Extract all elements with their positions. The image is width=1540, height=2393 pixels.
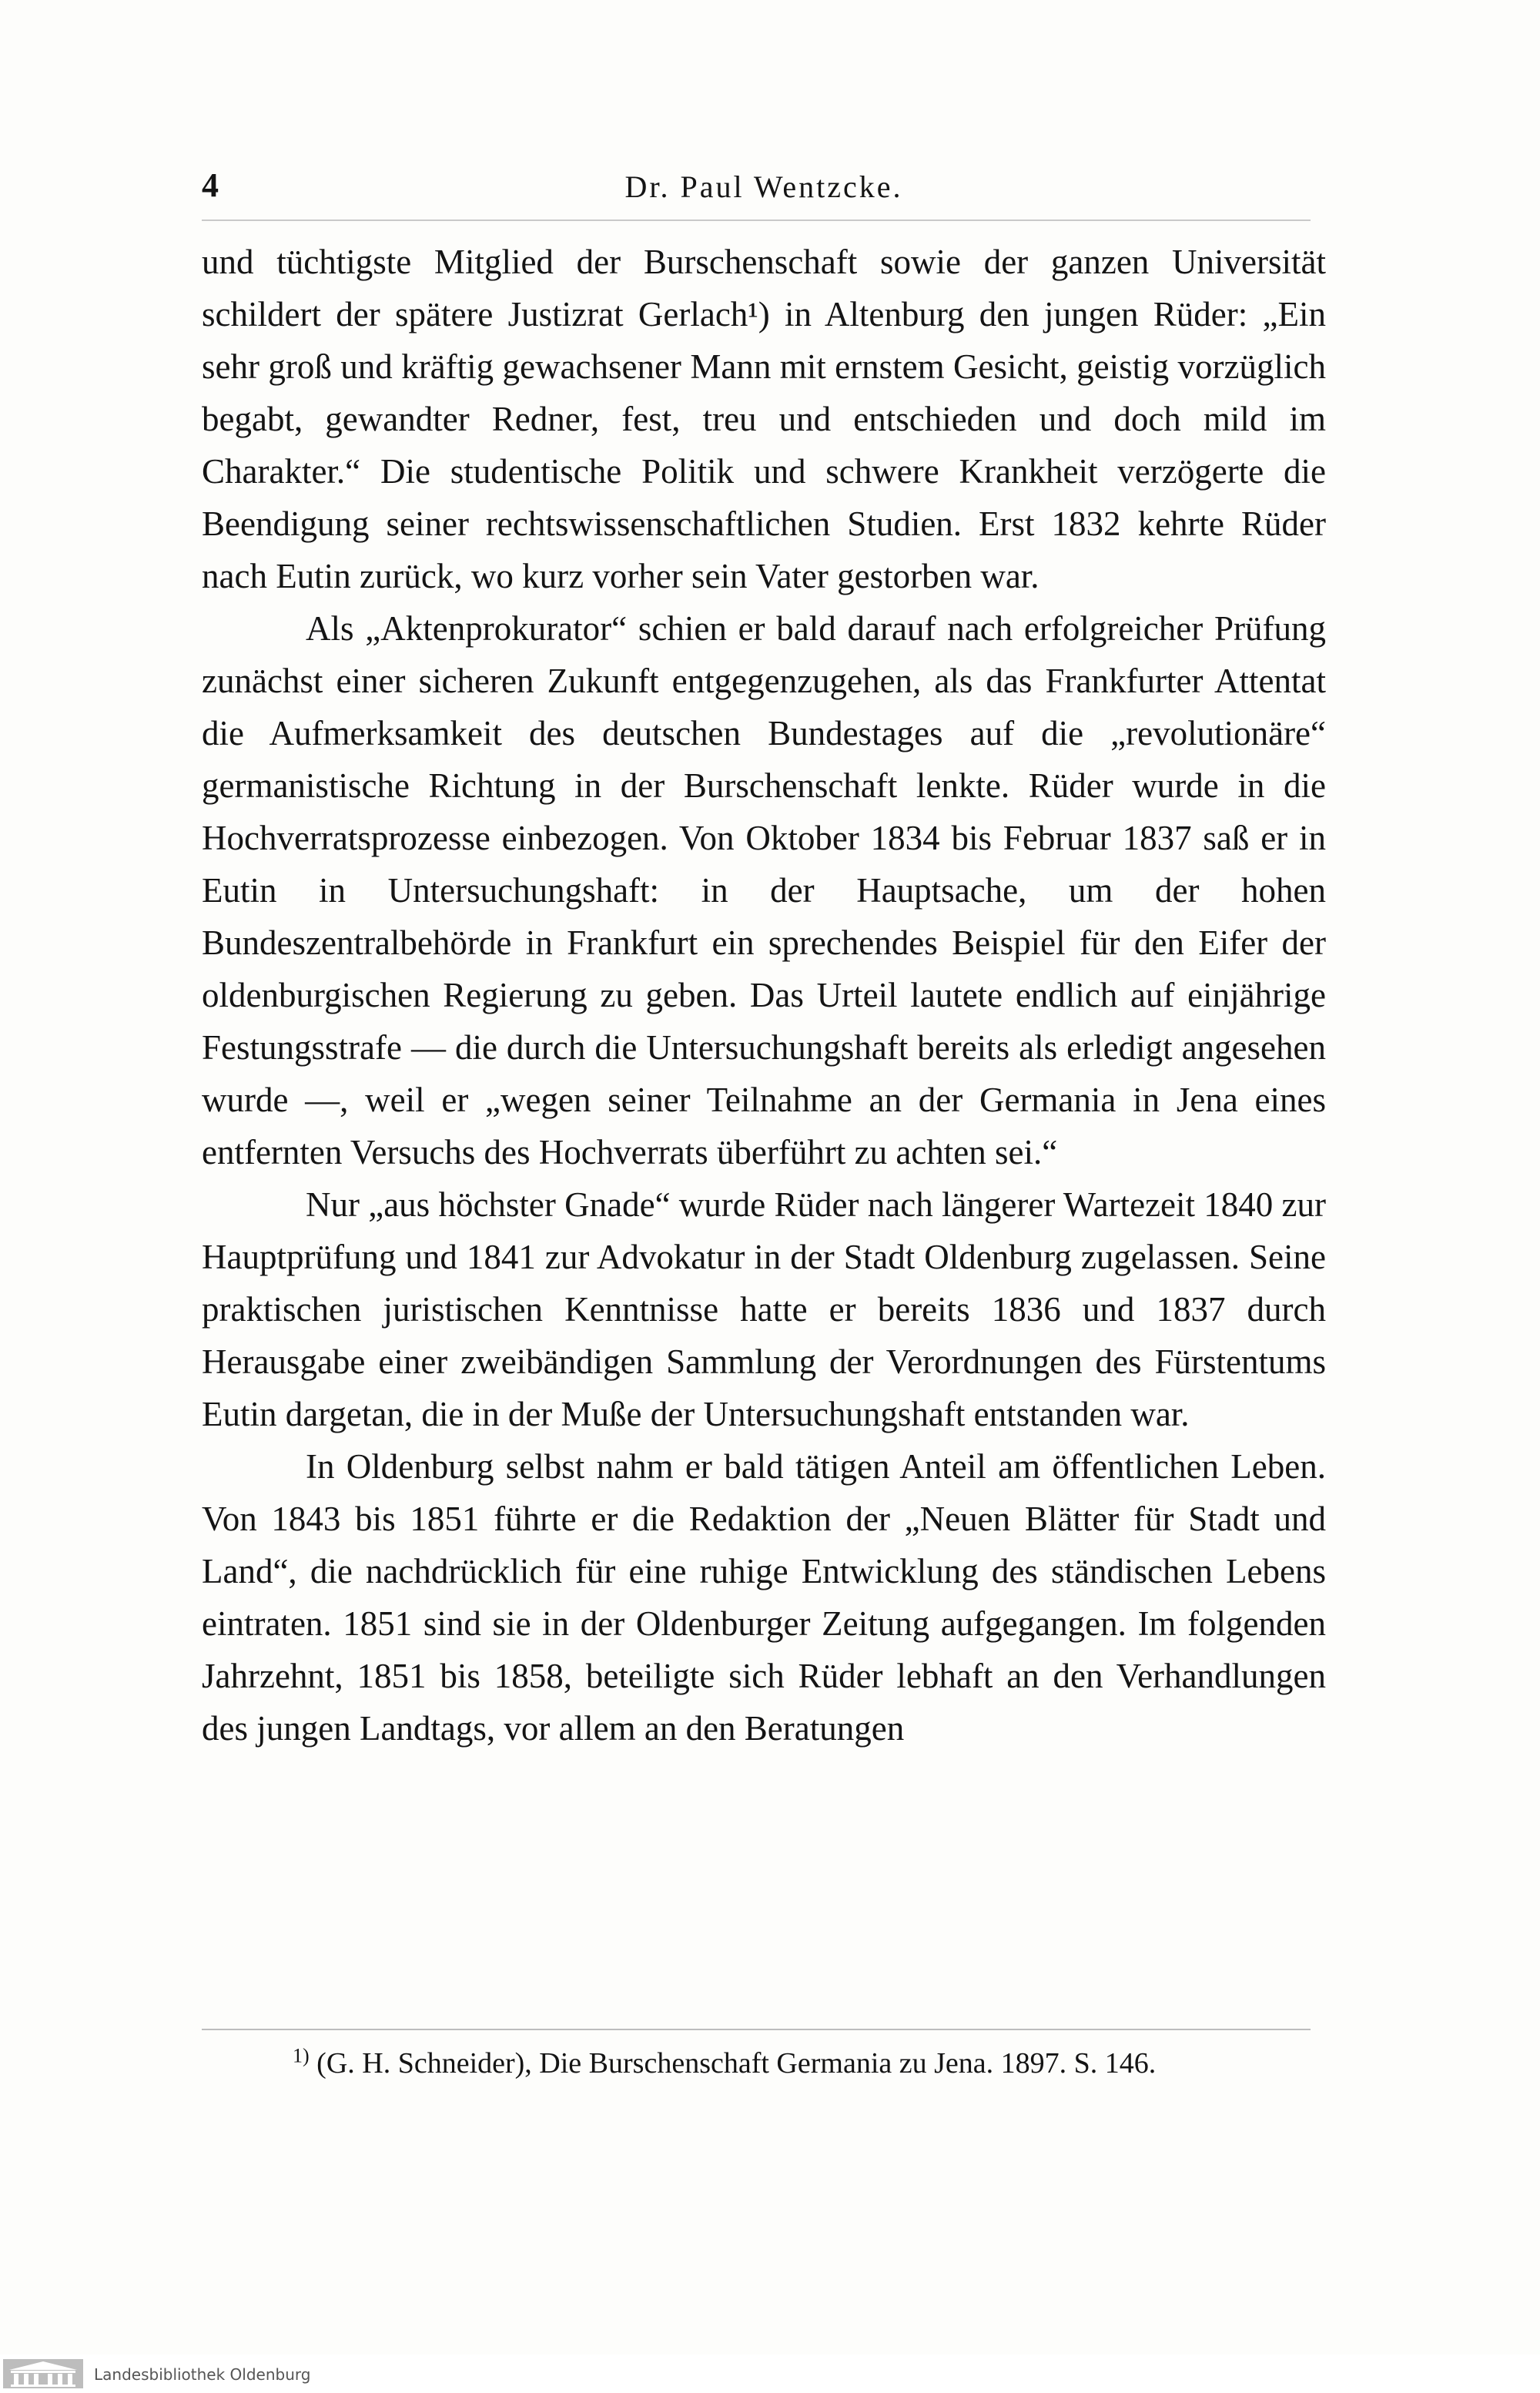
paragraph-2: Als „Aktenprokurator“ schien er bald darauf nach erfolgreicher Prüfung zunächst einer sicheren Zukunft entgegenzugehen, als das Frankfurter Attentat die Aufmerksamkeit des deutschen Bundestages auf die „revolutionäre“ germanistische Richtung in der Burschenschaft lenkte. Rüder wurde in die Hochverratsprozesse einbezogen. Von Oktober 1834 bis Februar 1837 saß er in Eutin in Untersuchungshaft: in der Hauptsache, um der hohen Bundeszentralbehörde in Frankfurt ein sprechendes Beispiel für den Eifer der oldenburgischen Regierung zu geben. Das Urteil lautete endlich auf einjährige Festungsstrafe — die durch die Untersuchungshaft bereits als erledigt angesehen wurde —, weil er „wegen seiner Teilnahme an der Germania in Jena eines entfernten Versuchs des Hochverrats überführt zu achten sei.“ (202, 609, 1326, 1171)
page-number: 4 (202, 166, 219, 204)
paragraph-3: Nur „aus höchster Gnade“ wurde Rüder nach längerer Wartezeit 1840 zur Hauptprüfung und 1841 zur Advokatur in der Stadt Oldenburg zugelassen. Seine praktischen juristischen Kenntnisse hatte er bereits 1836 und 1837 durch Herausgabe einer zweibändigen Sammlung der Verordnungen des Fürstentums Eutin dargetan, die in der Muße der Untersuchungshaft entstanden war. (202, 1185, 1326, 1433)
paragraph-4: In Oldenburg selbst nahm er bald tätigen Anteil am öffentlichen Leben. Von 1843 bis 1851 führte er die Redaktion der „Neuen Blätter für Stadt und Land“, die nachdrücklich für eine ruhige Entwicklung des ständischen Lebens eintraten. 1851 sind sie in der Oldenburger Zeitung aufgegangen. Im folgenden Jahrzehnt, 1851 bis 1858, beteiligte sich Rüder lebhaft an den Verhandlungen des jungen Landtags, vor allem an den Beratungen (202, 1447, 1326, 1748)
library-stamp (0, 2354, 1540, 2393)
paragraph-1: und tüchtigste Mitglied der Burschenschaft sowie der ganzen Universität schildert der spätere Justizrat Gerlach¹) in Altenburg den jungen Rüder: „Ein sehr groß und kräftig gewachsener Mann mit ernstem Gesicht, geistig vorzüglich begabt, gewandter Redner, fest, treu und entschieden und doch mild im Charakter.“ Die studentische Politik und schwere Krankheit verzögerte die Beendigung seiner rechtswissenschaftlichen Studien. Erst 1832 kehrte Rüder nach Eutin zurück, wo kurz vorher sein Vater gestorben war. (202, 243, 1326, 595)
page-header (202, 166, 1326, 212)
body-text (202, 236, 1326, 1755)
running-head: Dr. Paul Wentzcke. (624, 169, 903, 204)
footnote-marker: 1) (293, 2044, 310, 2067)
library-building-icon (3, 2359, 83, 2388)
footnote-text: (G. H. Schneider), Die Burschenschaft Germania zu Jena. 1897. S. 146. (316, 2047, 1157, 2080)
library-stamp-text: Landesbibliothek Oldenburg (94, 2365, 311, 2384)
footnote-divider (202, 2029, 1311, 2030)
footnote (293, 2043, 1324, 2084)
header-divider (202, 220, 1311, 221)
